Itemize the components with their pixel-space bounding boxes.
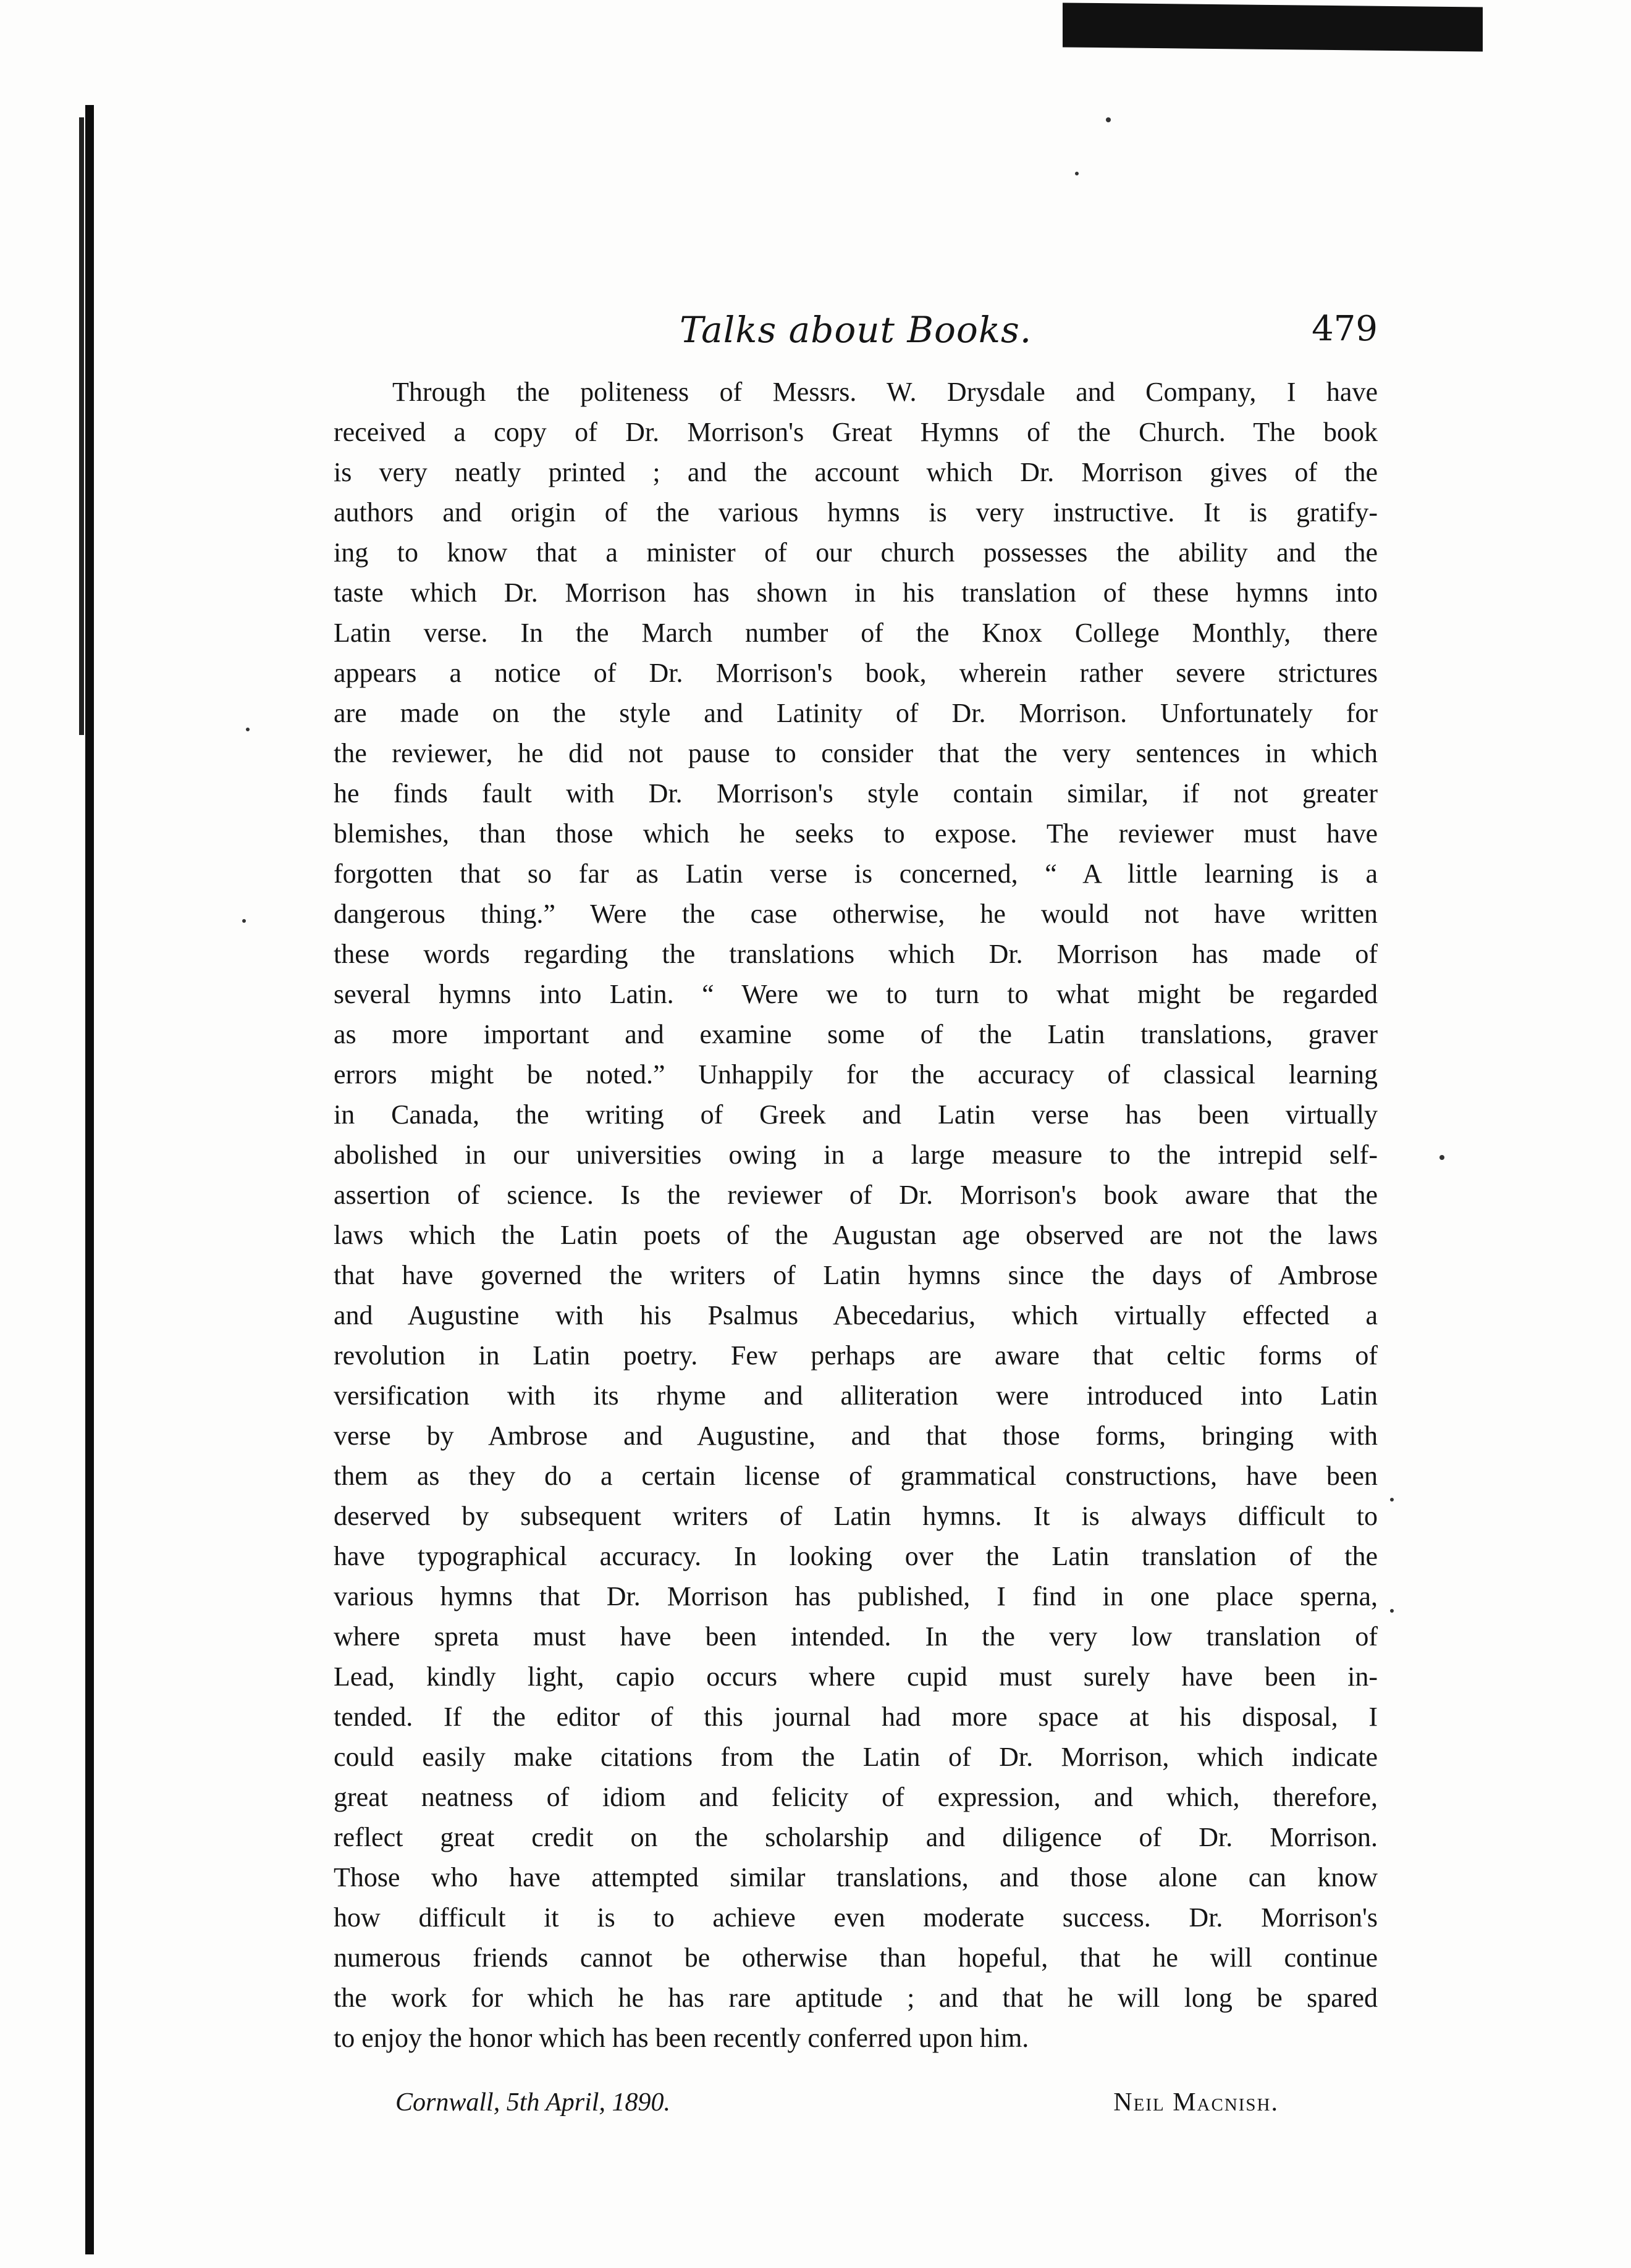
body-text <box>334 372 1378 2058</box>
text-line: various hymns that Dr. Morrison has published, I find in one place sperna, <box>334 1581 1378 1611</box>
text-line: Latin verse. In the March number of the Knox College Monthly, there <box>334 618 1378 648</box>
text-line: have typographical accuracy. In looking over the Latin translation of the <box>334 1541 1378 1571</box>
text-line: in Canada, the writing of Greek and Latin verse has been virtually <box>334 1099 1378 1130</box>
text-line: abolished in our universities owing in a large measure to the intrepid self- <box>334 1140 1378 1170</box>
text-line: authors and origin of the various hymns is very instructive. It is gratify- <box>334 497 1378 527</box>
text-line: these words regarding the translations which Dr. Morrison has made of <box>334 939 1378 969</box>
signature-author: Neil Macnish. <box>1113 2088 1279 2117</box>
scan-speck <box>246 728 250 731</box>
text-line: ing to know that a minister of our church possesses the ability and the <box>334 537 1378 568</box>
text-line: assertion of science. Is the reviewer of Dr. Morrison's book aware that the <box>334 1180 1378 1210</box>
scan-speck <box>1439 1155 1444 1160</box>
text-line: how difficult it is to achieve even moderate success. Dr. Morrison's <box>334 1902 1378 1933</box>
text-line: and Augustine with his Psalmus Abecedarius, which virtually effected a <box>334 1300 1378 1330</box>
text-line: the reviewer, he did not pause to consider that the very sentences in which <box>334 738 1378 768</box>
text-line: great neatness of idiom and felicity of expression, and which, therefore, <box>334 1782 1378 1812</box>
page-number: 479 <box>1312 309 1378 349</box>
text-line: tended. If the editor of this journal had more space at his disposal, I <box>334 1702 1378 1732</box>
scan-speck <box>1075 172 1079 175</box>
text-line: verse by Ambrose and Augustine, and that those forms, bringing with <box>334 1421 1378 1451</box>
text-line: that have governed the writers of Latin hymns since the days of Ambrose <box>334 1260 1378 1290</box>
scan-speck <box>1106 117 1111 122</box>
text-line: as more important and examine some of the Latin translations, graver <box>334 1019 1378 1049</box>
text-line: where spreta must have been intended. In the very low translation of <box>334 1621 1378 1652</box>
scan-speck <box>242 919 246 923</box>
text-line: forgotten that so far as Latin verse is concerned, “ A little learning is a <box>334 859 1378 889</box>
scan-artifact-spine-shadow <box>79 117 84 735</box>
text-line: errors might be noted.” Unhappily for the accuracy of classical learning <box>334 1059 1378 1090</box>
text-line: versification with its rhyme and alliteration were introduced into Latin <box>334 1380 1378 1411</box>
text-line: Those who have attempted similar translations, and those alone can know <box>334 1862 1378 1892</box>
text-line: laws which the Latin poets of the Augustan age observed are not the laws <box>334 1220 1378 1250</box>
text-line: deserved by subsequent writers of Latin hymns. It is always difficult to <box>334 1501 1378 1531</box>
text-line: revolution in Latin poetry. Few perhaps are aware that celtic forms of <box>334 1340 1378 1371</box>
running-title: Talks about Books. <box>680 309 1032 351</box>
text-line: Lead, kindly light, capio occurs where cupid must surely have been in- <box>334 1661 1378 1692</box>
text-line: several hymns into Latin. “ Were we to turn to what might be regarded <box>334 979 1378 1009</box>
text-line: the work for which he has rare aptitude ; and that he will long be spared <box>334 1983 1378 2013</box>
text-line: are made on the style and Latinity of Dr. Morrison. Unfortunately for <box>334 698 1378 728</box>
text-line: numerous friends cannot be otherwise than hopeful, that he will continue <box>334 1942 1378 1973</box>
scan-artifact-spine <box>85 105 94 2254</box>
scan-artifact-bar <box>1063 2 1483 51</box>
text-line: Through the politeness of Messrs. W. Drysdale and Company, I have <box>392 377 1378 407</box>
text-line: to enjoy the honor which has been recently conferred upon him. <box>334 2023 1029 2053</box>
text-line: dangerous thing.” Were the case otherwise, he would not have written <box>334 899 1378 929</box>
text-line: appears a notice of Dr. Morrison's book, wherein rather severe strictures <box>334 658 1378 688</box>
text-line: could easily make citations from the Latin of Dr. Morrison, which indicate <box>334 1742 1378 1772</box>
text-line: taste which Dr. Morrison has shown in his translation of these hymns into <box>334 578 1378 608</box>
text-line: is very neatly printed ; and the account which Dr. Morrison gives of the <box>334 457 1378 487</box>
scan-speck <box>1390 1498 1394 1502</box>
text-line: he finds fault with Dr. Morrison's style contain similar, if not greater <box>334 778 1378 808</box>
text-line: received a copy of Dr. Morrison's Great Hymns of the Church. The book <box>334 417 1378 447</box>
text-line: blemishes, than those which he seeks to expose. The reviewer must have <box>334 818 1378 849</box>
text-line: them as they do a certain license of grammatical constructions, have been <box>334 1461 1378 1491</box>
signature-place-date: Cornwall, 5th April, 1890. <box>395 2088 670 2117</box>
scan-speck <box>1390 1609 1394 1613</box>
signature-block <box>395 2088 1279 2131</box>
text-line: reflect great credit on the scholarship and diligence of Dr. Morrison. <box>334 1822 1378 1852</box>
